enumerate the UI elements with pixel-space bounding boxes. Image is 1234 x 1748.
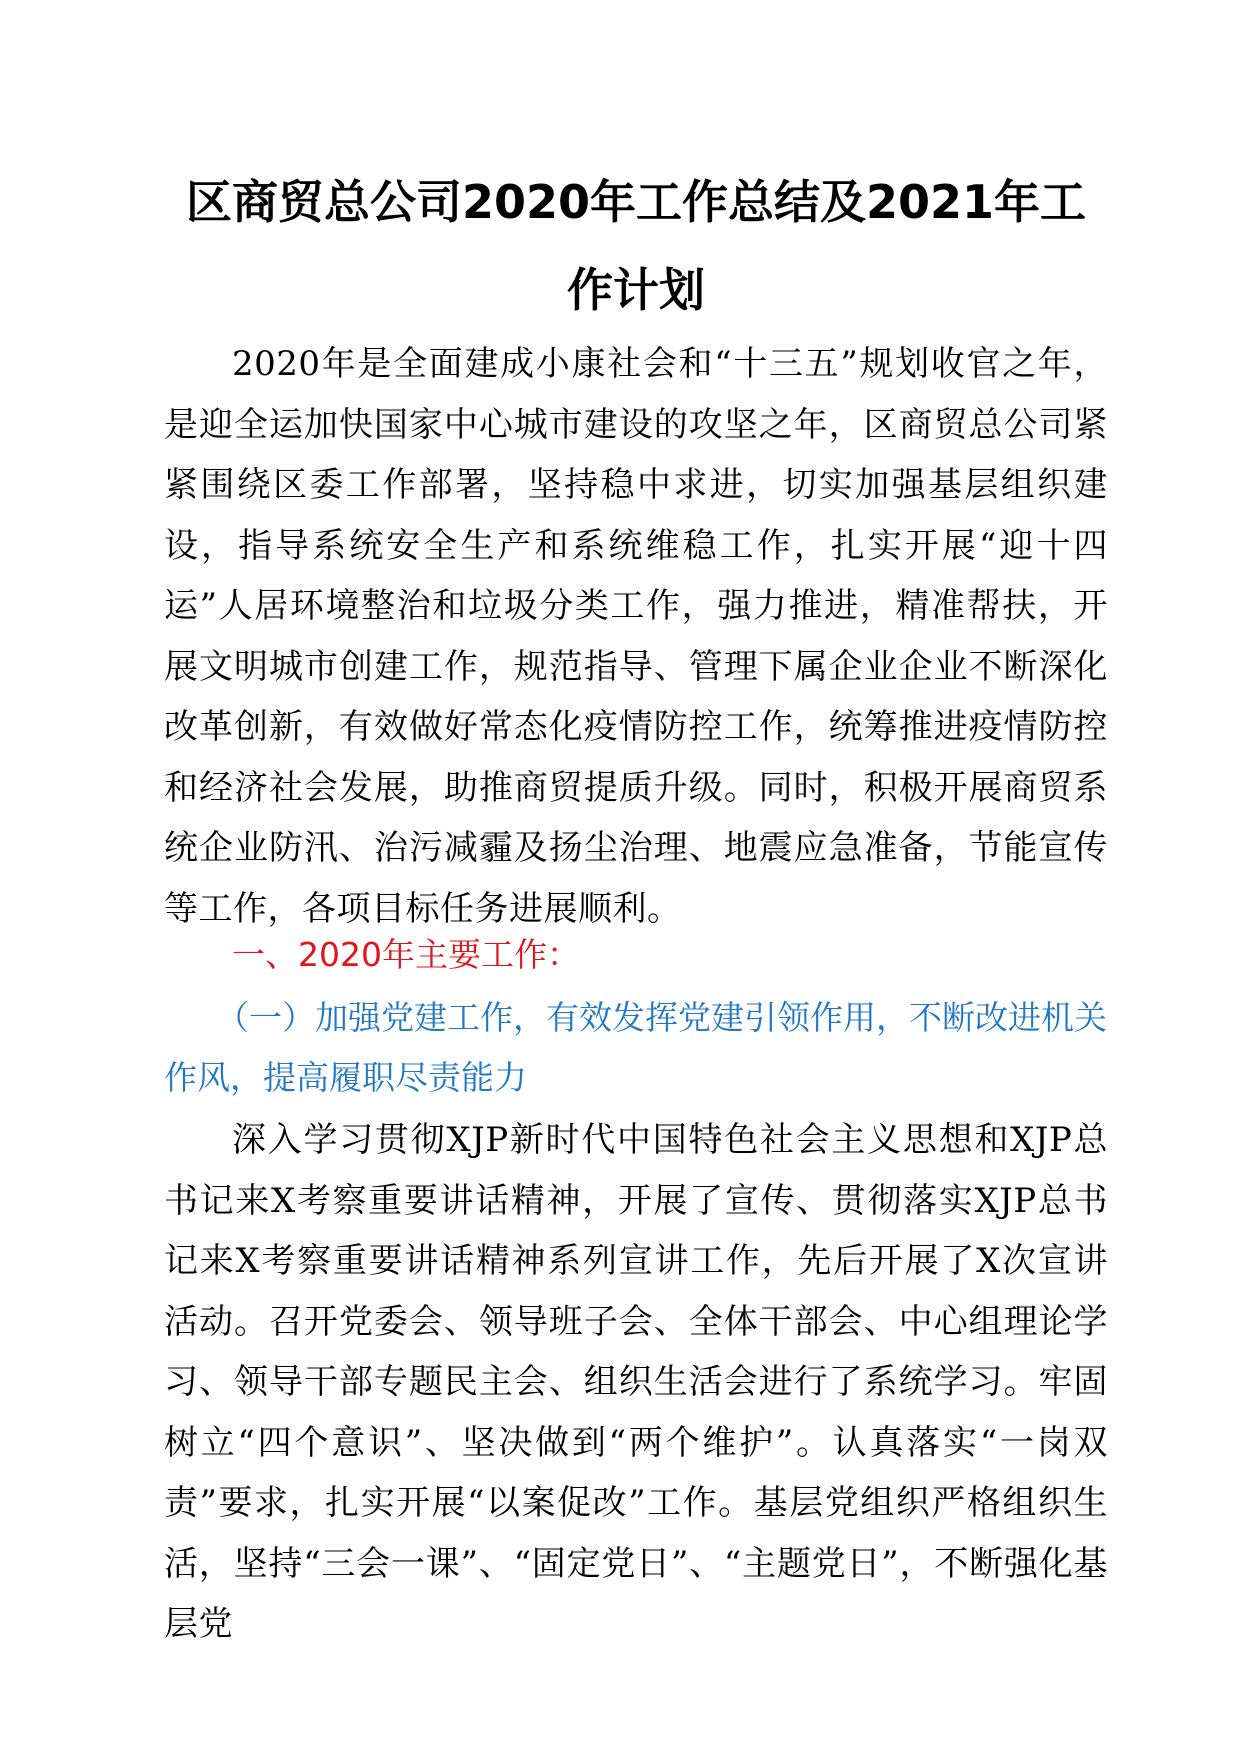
document-title: 区商贸总公司2020年工作总结及2021年工作计划 bbox=[185, 175, 1087, 317]
party-building-paragraph: 深入学习贯彻XJP新时代中国特色社会主义思想和XJP总书记来X考察重要讲话精神，开展了宣传、贯彻落实XJP总书记来X考察重要讲话精神系列宣讲工作，先后开展了X次宣讲活动。召开党委会、领导班子会、全体干部会、中心组理论学习、领导干部专题民主会、组织生活会进行了系统学习。牢固树立“四个意识”、坚决做到“两个维护”。认真落实“一岗双责”要求，扎实开展“以案促改”工作。基层党组织严格组织生活，坚持“三会一课”、“固定党日”、“主题党日”，不断强化基层党 bbox=[164, 1120, 1108, 1644]
intro-paragraph: 2020年是全面建成小康社会和“十三五”规划收官之年，是迎全运加快国家中心城市建设的攻坚之年，区商贸总公司紧紧围绕区委工作部署，坚持稳中求进，切实加强基层组织建设，指导系统安全生产和系统维稳工作，扎实开展“迎十四运”人居环境整治和垃圾分类工作，强力推进，精准帮扶，开展文明城市创建工作，规范指导、管理下属企业企业不断深化改革创新，有效做好常态化疫情防控工作，统筹推进疫情防控和经济社会发展，助推商贸提质升级。同时，积极开展商贸系统企业防汛、治污减霾及扬尘治理、地震应急准备，节能宣传等工作，各项目标任务进展顺利。 bbox=[164, 344, 1108, 929]
section-heading-main-work: 一、2020年主要工作： bbox=[232, 935, 580, 974]
subsection-heading-party-building: （一）加强党建工作，有效发挥党建引领作用，不断改进机关作风，提高履职尽责能力 bbox=[164, 998, 1107, 1097]
